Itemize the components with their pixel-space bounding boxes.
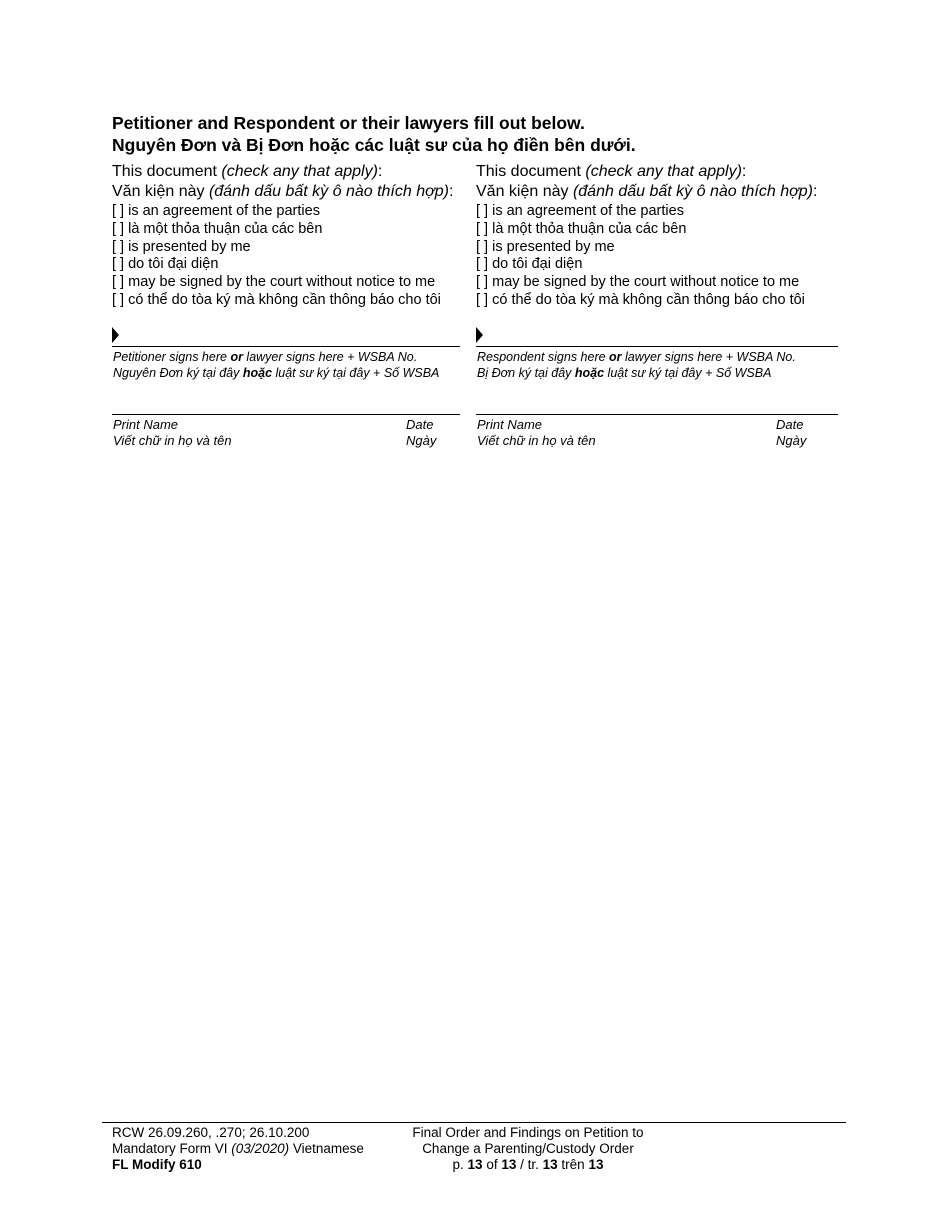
page-text: trên — [557, 1157, 589, 1172]
signature-caption-vietnamese — [113, 365, 439, 381]
date-vietnamese: Ngày — [776, 433, 807, 448]
respondent-print-name-line[interactable] — [476, 414, 838, 415]
petitioner-print-name-block — [112, 414, 474, 454]
option-without-notice-vi[interactable]: [ ] có thể do tòa ký mà không cần thông báo cho tôi — [476, 291, 805, 308]
print-name-caption — [477, 417, 596, 449]
signature-caption-english — [113, 349, 439, 365]
caption-part: luật sư ký tại đây + Số WSBA — [272, 366, 440, 380]
document-label-vietnamese — [476, 182, 841, 202]
date-english: Date — [776, 417, 804, 432]
document-label-vietnamese — [112, 182, 477, 202]
caption-part: Bị Đơn ký tại đây — [477, 366, 575, 380]
footer-form-version — [112, 1141, 364, 1157]
page-total-vi: 13 — [588, 1157, 604, 1172]
document-label-colon: : — [449, 183, 454, 200]
petitioner-signature-line[interactable] — [112, 346, 460, 347]
print-name-english: Print Name — [477, 417, 543, 432]
caption-part: Respondent signs here — [477, 350, 610, 364]
petitioner-column — [112, 162, 477, 310]
caption-part: lawyer signs here + WSBA No. — [621, 350, 796, 364]
sign-here-arrow-icon — [112, 327, 119, 343]
option-without-notice-checkbox[interactable]: [ ] may be signed by the court without notice to me — [112, 274, 436, 291]
print-name-vietnamese: Viết chữ in họ và tên — [477, 433, 596, 448]
caption-part: Nguyên Đơn ký tại đây — [113, 366, 243, 380]
page-current-vi: 13 — [542, 1157, 558, 1172]
caption-or: or — [609, 350, 622, 364]
document-label-text: Văn kiện này — [476, 183, 573, 200]
print-name-english: Print Name — [113, 417, 179, 432]
document-label-colon: : — [377, 163, 383, 180]
form-version-text: Mandatory Form VI — [112, 1141, 232, 1156]
option-agreement-checkbox[interactable]: [ ] is an agreement of the parties — [476, 203, 684, 219]
option-without-notice-checkbox[interactable]: [ ] may be signed by the court without notice to me — [476, 274, 800, 291]
sign-here-arrow-icon — [476, 327, 483, 343]
page-current: 13 — [467, 1157, 483, 1172]
document-label-text: Văn kiện này — [112, 183, 209, 200]
document-label-english — [112, 162, 477, 182]
print-name-caption — [113, 417, 232, 449]
option-presented-vi[interactable]: [ ] do tôi đại diện — [476, 256, 583, 273]
respondent-print-name-block — [476, 414, 838, 454]
document-label-instruction: (đánh dấu bất kỳ ô nào thích hợp) — [208, 183, 450, 200]
section-heading — [112, 112, 872, 156]
document-label-instruction: (check any that apply) — [221, 163, 378, 180]
option-presented-checkbox[interactable]: [ ] is presented by me — [476, 238, 615, 255]
document-label-text: This document — [112, 163, 222, 180]
footer-page-number — [388, 1157, 668, 1173]
caption-part: lawyer signs here + WSBA No. — [242, 350, 418, 364]
heading-english: Petitioner and Respondent or their lawyers fill out below. — [112, 113, 585, 133]
print-name-vietnamese: Viết chữ in họ và tên — [113, 433, 232, 448]
page-total: 13 — [501, 1157, 517, 1172]
caption-part: luật sư ký tại đây + Số WSBA — [604, 366, 772, 380]
date-vietnamese: Ngày — [406, 433, 437, 448]
signature-caption-english — [477, 349, 796, 365]
date-caption — [776, 417, 806, 449]
option-presented-vi[interactable]: [ ] do tôi đại diện — [112, 256, 219, 273]
footer-rcw: RCW 26.09.260, .270; 26.10.200 — [112, 1125, 310, 1140]
heading-vietnamese: Nguyên Đơn và Bị Đơn hoặc các luật sư của họ điền bên dưới. — [112, 135, 636, 155]
document-label-english — [476, 162, 841, 182]
page-text: of — [482, 1157, 502, 1172]
option-presented-checkbox[interactable]: [ ] is presented by me — [112, 238, 251, 255]
document-label-text: This document — [476, 163, 586, 180]
footer-form-info — [112, 1125, 364, 1173]
footer-form-id: FL Modify 610 — [112, 1157, 202, 1172]
caption-or: or — [230, 350, 243, 364]
date-caption — [406, 417, 436, 449]
option-agreement-vi[interactable]: [ ] là một thỏa thuận của các bên — [112, 220, 323, 237]
respondent-signature-caption — [477, 349, 796, 381]
footer-title-line-2: Change a Parenting/Custody Order — [422, 1141, 634, 1156]
form-version-language: Vietnamese — [289, 1141, 364, 1156]
page-text: p. — [452, 1157, 468, 1172]
document-options — [112, 203, 477, 310]
footer-title — [388, 1125, 668, 1173]
option-agreement-checkbox[interactable]: [ ] is an agreement of the parties — [112, 203, 320, 219]
document-options — [476, 203, 841, 310]
footer-title-line-1: Final Order and Findings on Petition to — [412, 1125, 644, 1140]
signature-caption-vietnamese — [477, 365, 796, 381]
date-english: Date — [406, 417, 434, 432]
document-label-colon: : — [741, 163, 747, 180]
form-version-date: (03/2020) — [231, 1141, 290, 1156]
respondent-column — [476, 162, 841, 310]
document-label-colon: : — [813, 183, 818, 200]
caption-part: Petitioner signs here — [113, 350, 231, 364]
document-label-instruction: (đánh dấu bất kỳ ô nào thích hợp) — [572, 183, 814, 200]
option-agreement-vi[interactable]: [ ] là một thỏa thuận của các bên — [476, 220, 687, 237]
caption-or: hoặc — [242, 366, 273, 380]
page-text: / tr. — [516, 1157, 543, 1172]
petitioner-signature-caption — [113, 349, 439, 381]
caption-or: hoặc — [574, 366, 605, 380]
document-label-instruction: (check any that apply) — [585, 163, 742, 180]
respondent-signature-line[interactable] — [476, 346, 838, 347]
option-without-notice-vi[interactable]: [ ] có thể do tòa ký mà không cần thông báo cho tôi — [112, 291, 441, 308]
petitioner-print-name-line[interactable] — [112, 414, 460, 415]
footer-divider — [102, 1122, 846, 1123]
